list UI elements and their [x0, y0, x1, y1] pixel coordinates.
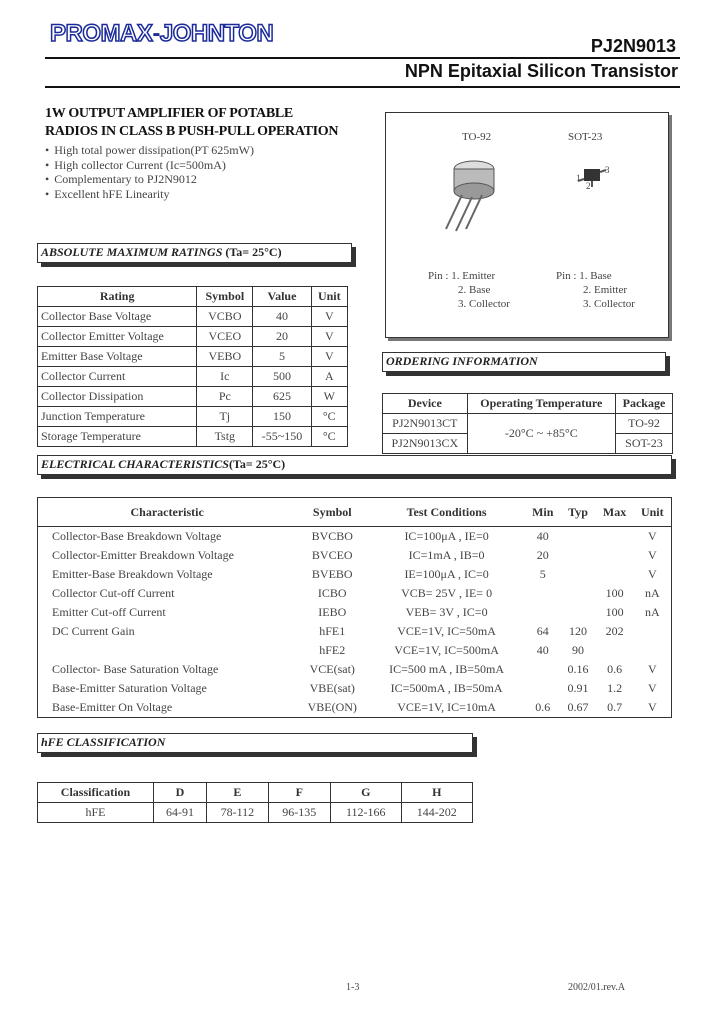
- feature-list: [45, 143, 254, 201]
- feature-item: • Excellent hFE Linearity: [45, 187, 254, 202]
- headline-line-1: 1W OUTPUT AMPLIFIER OF POTABLE: [45, 106, 293, 121]
- header-rule: [45, 57, 680, 59]
- abs-max-table: [37, 286, 348, 447]
- table-row: PJ2N9013CX SOT-23: [383, 434, 673, 454]
- abs-max-section-title: ABSOLUTE MAXIMUM RATINGS (Ta= 25°C): [37, 243, 352, 263]
- electrical-section-title: ELECTRICAL CHARACTERISTICS(Ta= 25°C): [37, 455, 672, 475]
- to92-package-icon: [436, 151, 506, 236]
- subtitle-rule: [45, 86, 680, 88]
- table-row: Collector-Emitter Breakdown Voltage BVCEO IC=1mA , IB=0 20 V: [52, 548, 657, 562]
- package-diagram-box: [385, 112, 669, 338]
- table-row: Collector-Base Breakdown Voltage BVCBO IC=100μA , IE=0 40 V: [52, 529, 657, 543]
- table-row: Emitter Cut-off Current IEBO VEB= 3V , IC=0 100 nA: [52, 605, 660, 619]
- table-row: Junction Temperature Tj 150 °C: [38, 407, 348, 427]
- sot23-pin2-number: 2: [586, 181, 591, 191]
- revision: 2002/01.rev.A: [568, 982, 626, 993]
- company-logo: PROMAX-JOHNTON: [50, 20, 274, 47]
- sot23-pin1-number: 1: [576, 173, 581, 183]
- table-header-row: Classification D E F G H: [38, 783, 473, 803]
- ordering-table: [382, 393, 673, 454]
- table-row: DC Current Gain hFE1 VCE=1V, IC=50mA 64 120 202: [52, 624, 624, 638]
- page-number: 1-3: [346, 982, 360, 993]
- to92-pin-1: Pin : 1. Emitter: [428, 270, 496, 282]
- sot23-pin-1: Pin : 1. Base: [556, 270, 612, 282]
- table-row: Collector Base Voltage VCBO 40 V: [38, 307, 348, 327]
- ordering-section-title: ORDERING INFORMATION: [382, 352, 666, 372]
- hfe-class-section-title: hFE CLASSIFICATION: [37, 733, 473, 753]
- subtitle: NPN Epitaxial Silicon Transistor: [404, 61, 678, 81]
- table-row: Emitter Base Voltage VEBO 5 V: [38, 347, 348, 367]
- table-row: Base-Emitter Saturation Voltage VBE(sat) IC=500mA , IB=50mA 0.91 1.2 V: [52, 681, 657, 695]
- table-header-row: Rating Symbol Value Unit: [38, 287, 348, 307]
- table-row: Emitter-Base Breakdown Voltage BVEBO IE=100μA , IC=0 5 V: [52, 567, 657, 581]
- table-row: Collector- Base Saturation Voltage VCE(sat) IC=500 mA , IB=50mA 0.16 0.6 V: [52, 662, 657, 676]
- feature-item: • Complementary to PJ2N9012: [45, 172, 254, 187]
- table-row: hFE 64-91 78-112 96-135 112-166 144-202: [38, 803, 473, 823]
- hfe-class-table: [37, 782, 473, 823]
- table-row: PJ2N9013CT -20°C ~ +85°C TO-92: [383, 414, 673, 434]
- sot23-pin-3: 3. Collector: [583, 298, 635, 310]
- sot23-pin3-number: 3: [605, 165, 610, 175]
- feature-item: • High total power dissipation(PT 625mW): [45, 143, 254, 158]
- table-row: Collector Current Ic 500 A: [38, 367, 348, 387]
- to92-pin-3: 3. Collector: [458, 298, 510, 310]
- sot23-label: SOT-23: [568, 131, 603, 143]
- table-row: Collector Emitter Voltage VCEO 20 V: [38, 327, 348, 347]
- table-row: Collector Cut-off Current ICBO VCB= 25V , IE= 0 100 nA: [52, 586, 660, 600]
- table-row: Base-Emitter On Voltage VBE(ON) VCE=1V, IC=10mA 0.6 0.67 0.7 V: [52, 700, 657, 714]
- sot23-pin-2: 2. Emitter: [583, 284, 627, 296]
- part-number: PJ2N9013: [590, 36, 676, 56]
- headline-line-2: RADIOS IN CLASS B PUSH-PULL OPERATION: [45, 124, 339, 139]
- table-row: Storage Temperature Tstg -55~150 °C: [38, 427, 348, 447]
- table-row: Collector Dissipation Pc 625 W: [38, 387, 348, 407]
- table-header-row: Characteristic Symbol Test Conditions Min Typ Max Unit: [38, 498, 672, 527]
- table-row: hFE2 VCE=1V, IC=500mA 40 90: [319, 643, 585, 657]
- feature-item: • High collector Current (Ic=500mA): [45, 158, 254, 173]
- to92-pin-2: 2. Base: [458, 284, 491, 296]
- to92-label: TO-92: [462, 131, 492, 143]
- table-header-row: Device Operating Temperature Package: [383, 394, 673, 414]
- electrical-table: [37, 497, 672, 718]
